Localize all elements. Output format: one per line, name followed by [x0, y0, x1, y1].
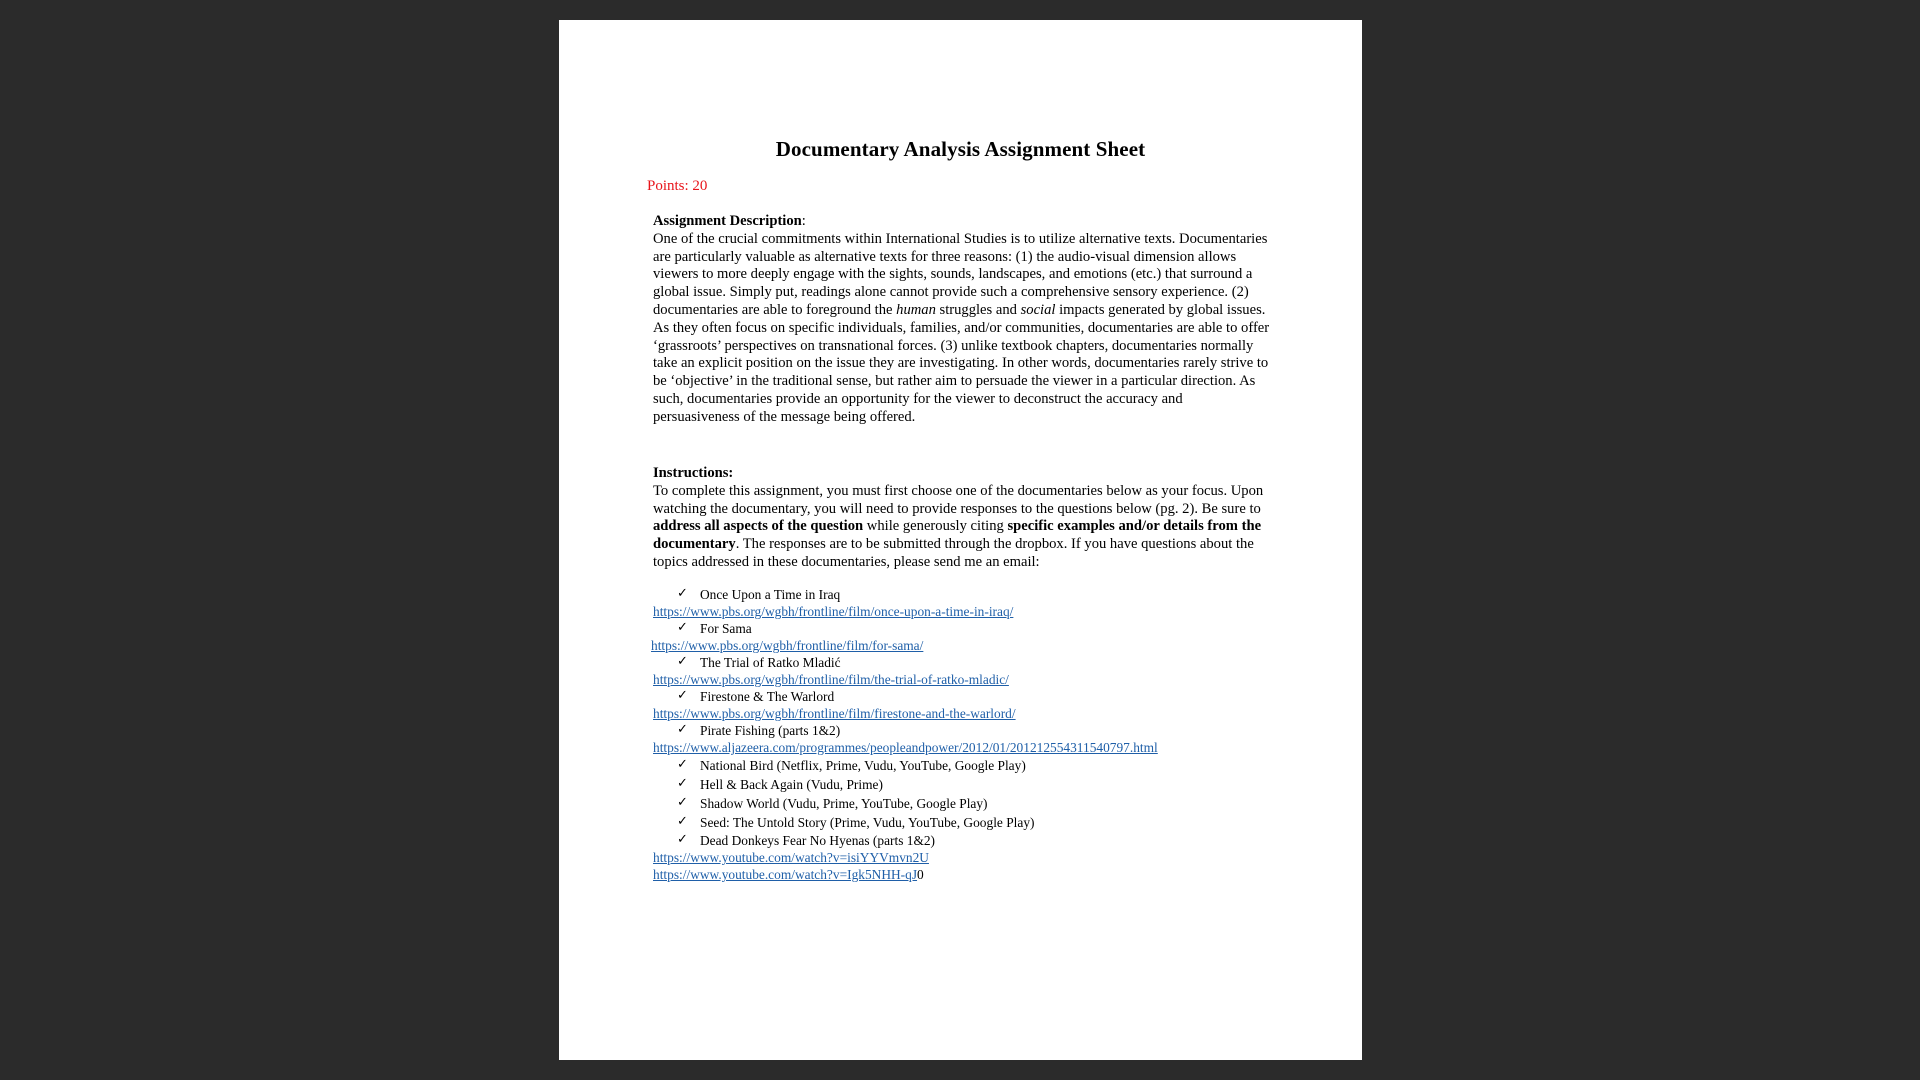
documentary-title: Firestone & The Warlord — [700, 689, 835, 704]
checkmark-icon: ✓ — [677, 776, 688, 791]
documentary-title: Dead Donkeys Fear No Hyenas (parts 1&2) — [700, 833, 936, 848]
documentary-link[interactable]: https://www.aljazeera.com/programmes/peopleandpower/2012/01/201212554311540797.html — [653, 740, 1158, 755]
documentary-title: For Sama — [700, 621, 752, 636]
documentary-title: Pirate Fishing (parts 1&2) — [700, 723, 841, 738]
list-item — [653, 722, 1273, 739]
documentary-link-row — [653, 866, 1273, 883]
page-title: Documentary Analysis Assignment Sheet — [775, 137, 1146, 161]
documentary-title: Once Upon a Time in Iraq — [700, 587, 841, 602]
instructions-section — [653, 465, 1273, 572]
description-text-1: One of the crucial commitments within International Studies is to utilize alternative texts. Documentaries are particularly valuable as alternative texts for three reasons: (1) the audio-visual dimension allows viewers to more deeply engage with the sights, sounds, landscapes, and emotions (etc.) that surround a global issue. Simply put, readings alone cannot provide such a comprehensive sensory experience. (2) documentaries are able to foreground the — [653, 230, 1268, 318]
documentary-link[interactable]: https://www.youtube.com/watch?v=isiYYVmvn2U — [653, 850, 929, 865]
checkmark-icon: ✓ — [677, 722, 688, 737]
documentary-title: Shadow World (Vudu, Prime, YouTube, Google Play) — [700, 796, 988, 811]
documentary-title: National Bird (Netflix, Prime, Vudu, YouTube, Google Play) — [700, 758, 1026, 773]
checkmark-icon: ✓ — [677, 620, 688, 635]
list-item — [653, 586, 1273, 603]
document-page — [559, 20, 1362, 1060]
documentary-list — [653, 586, 1273, 883]
description-header — [653, 213, 1273, 231]
instructions-text-1: To complete this assignment, you must first choose one of the documentaries below as your focus. Upon watching the documentary, you will need to provide responses to the questions below (pg. 2). Be sure to — [653, 482, 1264, 517]
points-label: Points: 20 — [647, 178, 708, 194]
list-item — [653, 775, 1273, 794]
description-heading-colon: : — [801, 213, 806, 229]
documentary-link[interactable]: https://www.pbs.org/wgbh/frontline/film/firestone-and-the-warlord/ — [653, 706, 1016, 721]
checkmark-icon: ✓ — [677, 795, 688, 810]
instructions-heading: Instructions: — [653, 465, 734, 481]
description-paragraph — [653, 231, 1273, 427]
documentary-link[interactable]: https://www.youtube.com/watch?v=Igk5NHH-qJ — [653, 867, 918, 882]
list-item — [653, 654, 1273, 671]
documentary-title: Seed: The Untold Story (Prime, Vudu, YouTube, Google Play) — [700, 815, 1035, 830]
checkmark-icon: ✓ — [677, 832, 688, 847]
list-item — [653, 794, 1273, 813]
checkmark-icon: ✓ — [677, 814, 688, 829]
documentary-link[interactable]: https://www.pbs.org/wgbh/frontline/film/the-trial-of-ratko-mladic/ — [653, 672, 1009, 687]
documentary-title: The Trial of Ratko Mladić — [700, 655, 841, 670]
instructions-paragraph — [653, 483, 1273, 572]
instructions-bold-1: address all aspects of the question — [653, 518, 864, 535]
checkmark-icon: ✓ — [677, 757, 688, 772]
description-text-2: struggles and — [935, 301, 1021, 318]
checkmark-icon: ✓ — [677, 654, 688, 669]
list-item — [653, 620, 1273, 637]
documentary-link[interactable]: https://www.pbs.org/wgbh/frontline/film/once-upon-a-time-in-iraq/ — [653, 604, 1014, 619]
instructions-text-2: while generously citing — [863, 518, 1008, 535]
link-trailing-text: 0 — [917, 867, 924, 882]
list-item — [653, 688, 1273, 705]
documentary-title: Hell & Back Again (Vudu, Prime) — [700, 777, 883, 792]
list-item — [653, 756, 1273, 775]
checkmark-icon: ✓ — [677, 586, 688, 601]
documentary-link[interactable]: https://www.pbs.org/wgbh/frontline/film/for-sama/ — [651, 638, 924, 653]
description-text-3: impacts generated by global issues. As they often focus on specific individuals, families, and/or communities, documentaries are able to offer ‘grassroots’ perspectives on transnational forces. (3) unlike textbook chapters, documentaries normally take an explicit position on the issue they are investigating. In other words, documentaries rarely strive to be ‘objective’ in the traditional sense, but rather aim to persuade the viewer in a particular direction. As such, documentaries provide an opportunity for the viewer to deconstruct the accuracy and persuasiveness of the message being offered. — [653, 301, 1270, 425]
list-item — [653, 832, 1273, 849]
description-section — [653, 213, 1273, 427]
description-heading: Assignment Description — [653, 213, 802, 229]
instructions-text-3: . The responses are to be submitted through the dropbox. If you have questions about the topics addressed in these documentaries, please send me an email: — [653, 536, 1254, 570]
description-emphasis-social: social — [1020, 301, 1056, 318]
description-emphasis-human: human — [896, 301, 936, 318]
list-item — [653, 813, 1273, 832]
instructions-bold-2: specific examples and/or details from the documentary — [653, 518, 1262, 553]
checkmark-icon: ✓ — [677, 688, 688, 703]
